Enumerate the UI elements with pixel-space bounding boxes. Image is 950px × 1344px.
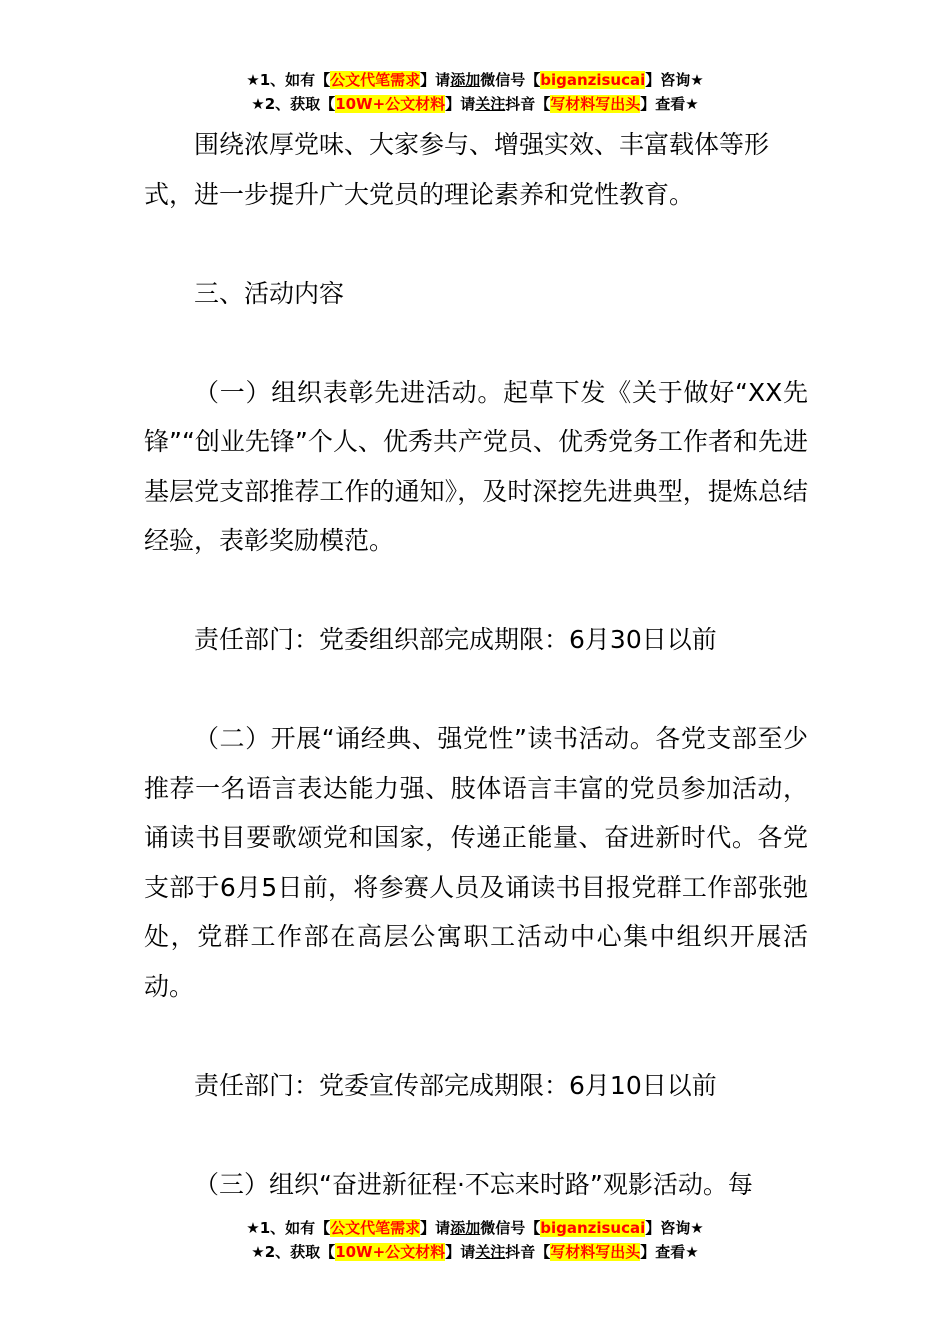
promo-highlight: 10W+公文材料 [335, 95, 446, 113]
promo-underlined: 关注 [475, 95, 506, 113]
item-2-responsibility: 责任部门：党委宣传部完成期限：6月10日以前 [194, 1070, 717, 1100]
promo-text: ★2、获取【 [251, 1243, 336, 1261]
promo-underlined: 添加 [450, 71, 481, 89]
item-2-paragraph: （二）开展“诵经典、强党性”读书活动。各党支部至少推荐一名语言表达能力强、肢体语言丰富的党员参加活动，诵读书目要歌颂党和国家，传递正能量、奋进新时代。各党支部于6月5日前，将参赛人员及诵读书目报党群工作部张弛处，党群工作部在高层公寓职工活动中心集中组织开展活动。 [144, 724, 808, 1001]
promo-text: 】请 [445, 95, 476, 113]
promo-text: 】请 [445, 1243, 476, 1261]
promo-underlined: 关注 [475, 1243, 506, 1261]
promo-highlight: 写材料写出头 [550, 95, 641, 113]
promo-text: 】查看★ [640, 1243, 699, 1261]
promo-highlight: biganzisucai [540, 71, 646, 89]
top-promo-banner [0, 68, 950, 116]
promo-text: ★1、如有【 [246, 1219, 331, 1237]
promo-line-2 [0, 1240, 950, 1264]
promo-text: ★1、如有【 [246, 71, 331, 89]
promo-highlight: 公文代笔需求 [330, 1219, 421, 1237]
promo-highlight: 10W+公文材料 [335, 1243, 446, 1261]
promo-text: 微信号【 [480, 1219, 541, 1237]
promo-highlight: 写材料写出头 [550, 1243, 641, 1261]
promo-text: 】请 [420, 1219, 451, 1237]
promo-text: 】咨询★ [645, 1219, 704, 1237]
promo-text: 微信号【 [480, 71, 541, 89]
promo-highlight: 公文代笔需求 [330, 71, 421, 89]
promo-text: 】咨询★ [645, 71, 704, 89]
promo-underlined: 添加 [450, 1219, 481, 1237]
intro-line-1: 围绕浓厚党味、大家参与、增强实效、丰富载体等形 [194, 130, 770, 159]
promo-text: 抖音【 [505, 1243, 551, 1261]
bottom-promo-banner [0, 1216, 950, 1264]
item-1-responsibility: 责任部门：党委组织部完成期限：6月30日以前 [194, 625, 717, 654]
item-3-paragraph-start: （三）组织“奋进新征程·不忘来时路”观影活动。每 [194, 1169, 753, 1199]
intro-line-2: 式，进一步提升广大党员的理论素养和党性教育。 [144, 179, 695, 209]
item-1-paragraph: （一）组织表彰先进活动。起草下发《关于做好“XX先锋”“创业先锋”个人、优秀共产党员、优秀党务工作者和先进基层党支部推荐工作的通知》，及时深挖先进典型，提炼总结经验，表彰奖励模范。 [144, 377, 808, 555]
promo-text: ★2、获取【 [251, 95, 336, 113]
document-body [144, 120, 808, 1209]
section-heading: 三、活动内容 [194, 278, 345, 308]
promo-line-1 [0, 68, 950, 92]
promo-line-2 [0, 92, 950, 116]
promo-text: 抖音【 [505, 95, 551, 113]
promo-highlight: biganzisucai [540, 1219, 646, 1237]
promo-line-1 [0, 1216, 950, 1240]
promo-text: 】查看★ [640, 95, 699, 113]
promo-text: 】请 [420, 71, 451, 89]
